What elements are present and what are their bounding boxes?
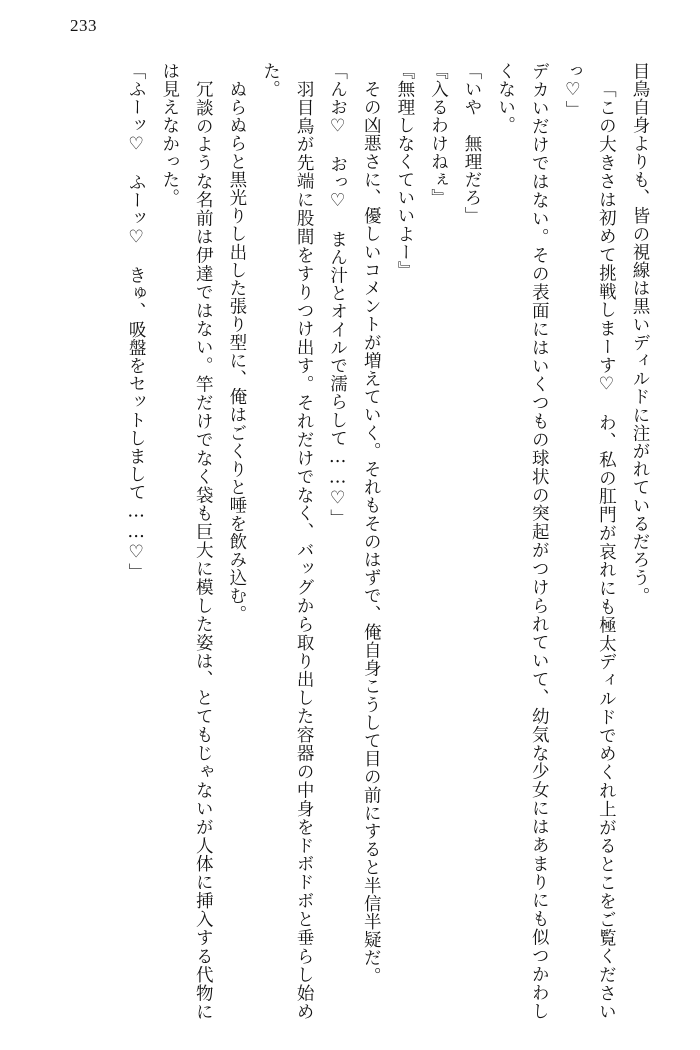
paragraph: 『無理しなくていいよー』: [394, 62, 415, 280]
paragraph: 「この大きさは初めて挑戦しまーす♡ わ、私の肛門が哀れにも極太ディルドでめくれ上がるとこをご覧くださいっ♡」: [562, 62, 617, 1020]
paragraph: 「ふーッ♡ ふーッ♡ きゅ、吸盤をセットしまして……♡」: [126, 62, 147, 582]
page-body-text: [44, 62, 656, 1020]
paragraph: ぬらぬらと黒光りし出した張り型に、俺はごくりと唾を飲み込む。: [226, 79, 247, 623]
paragraph: 目鳥自身よりも、皆の視線は黒いディルドに注がれているだろう。: [630, 62, 650, 605]
paragraph: 「んお♡ おっ♡ まん汁とオイルで濡らして……♡」: [327, 62, 348, 527]
paragraph: その凶悪さに、優しいコメントが増えていく。それもそのはずで、俺自身こうして目の前にすると半信半疑だ。: [361, 79, 382, 985]
paragraph: デカいだけではない。その表面にはいくつもの球状の突起がつけられていて、幼気な少女にはあまりにも似つかわしくない。: [495, 62, 550, 1020]
paragraph: 羽目鳥が先端に股間をすりつけ出す。それだけでなく、バッグから取り出した容器の中身をドボドボと垂らし始めた。: [260, 62, 315, 1020]
page-number: 233: [70, 16, 97, 35]
paragraph: 『入るわけねぇ』: [428, 62, 449, 207]
paragraph: 冗談のような名前は伊達ではない。竿だけでなく袋も巨大に模した姿は、とてもじゃないが人体に挿入する代物には見えなかった。: [159, 62, 214, 1020]
paragraph: 「いや 無理だろ」: [462, 62, 483, 225]
